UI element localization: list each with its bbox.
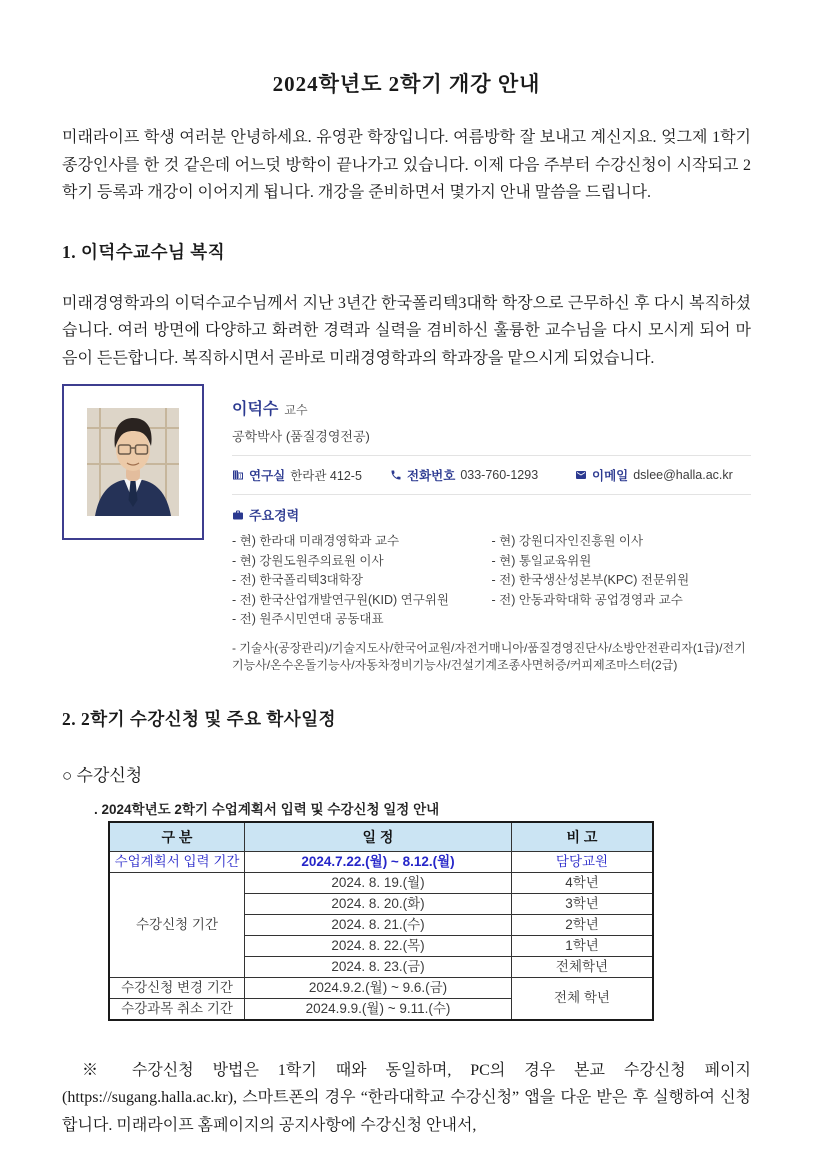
phone-label: 전화번호 <box>407 469 456 483</box>
career-item: - 현) 통일교육위원 <box>491 553 592 568</box>
section2-heading: 2. 2학기 수강신청 및 주요 학사일정 <box>62 708 337 729</box>
career-item: - 현) 강원도원주의료원 이사 <box>232 553 384 568</box>
cell-schedule: 2024. 8. 20.(화) <box>245 893 512 914</box>
mail-icon <box>575 469 587 481</box>
career-item: - 전) 한국폴리텍3대학장 <box>232 573 363 587</box>
professor-details <box>232 384 751 674</box>
cell-category: 수강신청 변경 기간 <box>109 977 245 998</box>
intro-paragraph: 미래라이프 학생 여러분 안녕하세요. 유영관 학장입니다. 여름방학 잘 보내고 계신지요. 엊그제 1학기 종강인사를 한 것 같은데 어느덧 방학이 끝나가고 있습니다. 이제 다음 주부터 수강신청이 시작되고 2학기 등록과 개강이 이어지게 됩니다. 개강을 준비하면서 몇가지 안내 말씀을 드립니다. <box>62 129 751 201</box>
career-item: - 전) 한국생산성본부(KPC) 전문위원 <box>491 573 690 587</box>
schedule-table <box>108 821 654 1021</box>
footer-note-paragraph: ※ 수강신청 방법은 1학기 때와 동일하며, PC의 경우 본교 수강신청 페이지(https://sugang.halla.ac.kr), 스마트폰의 경우 “한라대학교 수강신청” 앱을 다운 받은 후 실행하여 신청합니다. 미래라이프 홈페이지의 공지사항에 수강신청 안내서, <box>62 1061 751 1134</box>
page-title: 2024학년도 2학기 개강 안내 <box>272 72 541 96</box>
cell-schedule: 2024. 8. 22.(목) <box>245 935 512 956</box>
cell-note: 4학년 <box>512 872 654 893</box>
professor-degree: 공학박사 (품질경영전공) <box>232 429 370 444</box>
career-item: - 전) 한국산업개발연구원(KID) 연구위원 <box>232 592 449 607</box>
header-category: 구 분 <box>109 822 245 852</box>
cell-note: 2학년 <box>512 914 654 935</box>
cell-schedule: 2024.9.9.(월) ~ 9.11.(수) <box>245 998 512 1020</box>
career-section-heading <box>232 505 751 524</box>
table-row-input-period <box>109 851 653 872</box>
cell-schedule: 2024.9.2.(월) ~ 9.6.(금) <box>245 977 512 998</box>
cell-note: 전체학년 <box>512 956 654 977</box>
table-header-row <box>109 822 653 852</box>
phone-info <box>390 466 575 484</box>
professor-rank: 교수 <box>284 403 308 417</box>
cell-schedule: 2024. 8. 19.(월) <box>245 872 512 893</box>
table-row-change-period <box>109 977 653 998</box>
professor-profile-card <box>62 384 751 674</box>
career-column-left <box>232 532 492 630</box>
schedule-table-caption: . 2024학년도 2학기 수업계획서 입력 및 수강신청 일정 안내 <box>94 801 440 817</box>
cell-category: 수강과목 취소 기간 <box>109 998 245 1020</box>
briefcase-icon <box>232 509 244 521</box>
phone-icon <box>390 469 402 481</box>
table-row-registration <box>109 872 653 893</box>
cell-note: 1학년 <box>512 935 654 956</box>
contact-row <box>232 466 751 484</box>
phone-value: 033-760-1293 <box>460 468 539 482</box>
cell-note: 3학년 <box>512 893 654 914</box>
cell-schedule: 2024.7.22.(월) ~ 8.12.(월) <box>245 851 512 872</box>
career-column-right <box>492 532 752 630</box>
card-divider <box>232 494 751 495</box>
career-item: - 현) 한라대 미래경영학과 교수 <box>232 534 400 548</box>
professor-name: 이덕수 <box>232 401 279 418</box>
certifications-line: - 기술사(공장관리)/기술지도사/한국어교원/자전거매니아/품질경영진단사/소방안전관리자(1급)/전기기능사/온수온돌기능사/자동차정비기능사/건설기계조종사면허증/커피제조마스터(2급) <box>232 640 746 672</box>
email-value: dslee@halla.ac.kr <box>633 468 733 482</box>
career-item: - 현) 강원디자인진흥원 이사 <box>491 534 644 548</box>
career-item: - 전) 안동과학대학 공업경영과 교수 <box>491 592 683 607</box>
section1-heading: 1. 이덕수교수님 복직 <box>62 241 226 262</box>
section1-paragraph: 미래경영학과의 이덕수교수님께서 지난 3년간 한국폴리텍3대학 학장으로 근무하신 후 다시 복직하셨습니다. 여러 방면에 다양하고 화려한 경력과 실력을 겸비하신 훌륭한 교수님을 다시 모시게 되어 마음이 든든합니다. 복직하시면서 곧바로 미래경영학과의 학과장을 맡으시게 되었습니다. <box>62 294 751 367</box>
card-divider <box>232 455 751 456</box>
cell-note: 담당교원 <box>512 851 654 872</box>
professor-photo-frame <box>62 384 204 540</box>
email-label: 이메일 <box>592 469 629 483</box>
cell-category: 수업계획서 입력 기간 <box>109 851 245 872</box>
email-info <box>575 466 733 484</box>
building-icon <box>232 469 244 481</box>
office-info <box>232 466 390 484</box>
office-label: 연구실 <box>249 469 286 483</box>
cell-schedule: 2024. 8. 21.(수) <box>245 914 512 935</box>
office-value: 한라관 412-5 <box>290 469 362 483</box>
cell-note: 전체 학년 <box>512 977 654 1020</box>
cell-category: 수강신청 기간 <box>109 872 245 977</box>
professor-name-row <box>232 396 751 419</box>
career-item: - 전) 원주시민연대 공동대표 <box>232 612 384 626</box>
header-schedule: 일 정 <box>245 822 512 852</box>
career-list <box>232 532 751 630</box>
cell-schedule: 2024. 8. 23.(금) <box>245 956 512 977</box>
career-heading-label: 주요경력 <box>249 508 300 523</box>
professor-photo <box>87 408 179 516</box>
sugang-subheading: ○ 수강신청 <box>62 765 143 785</box>
header-note: 비 고 <box>512 822 654 852</box>
